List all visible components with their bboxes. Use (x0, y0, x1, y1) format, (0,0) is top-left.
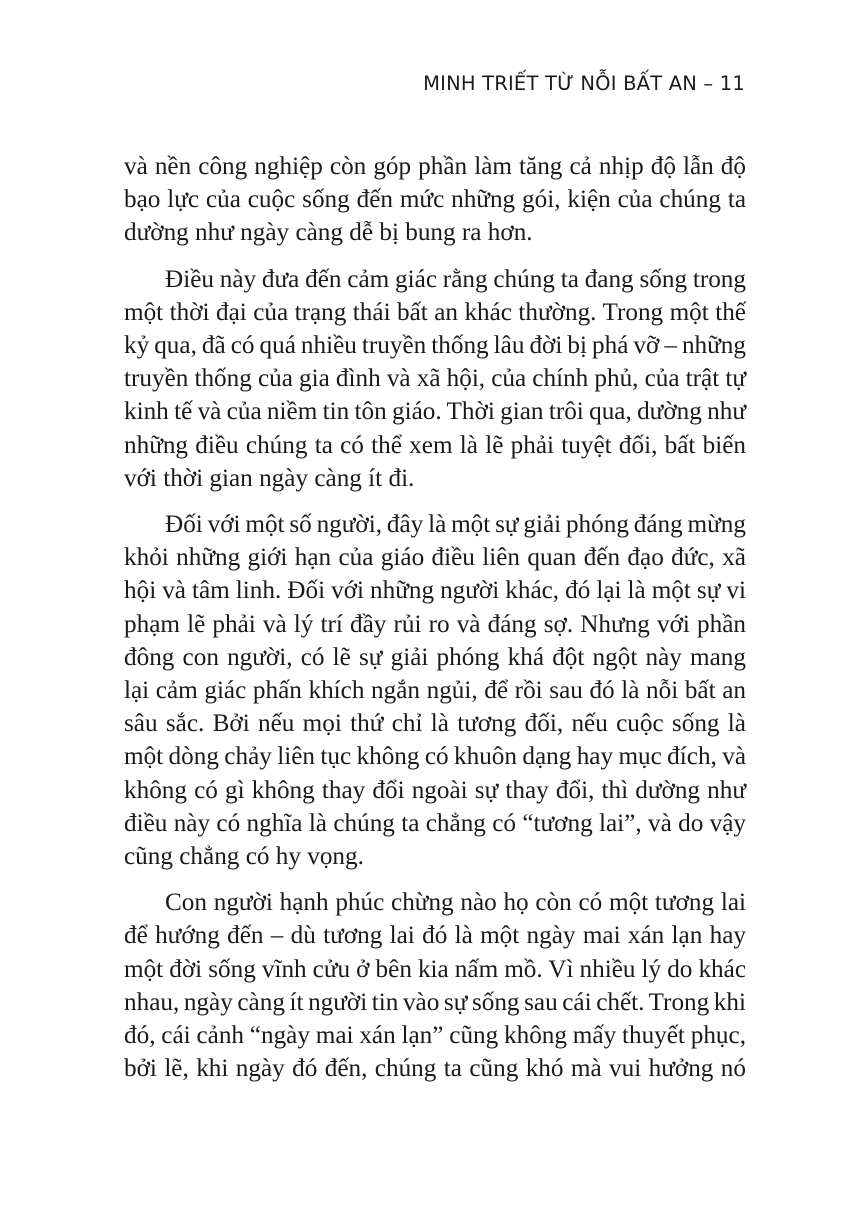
text-line: những điều chúng ta có thể xem là lẽ phải tuyệt đối, bất biến (124, 431, 746, 459)
text-line: Con người hạnh phúc chừng nào họ còn có một tương lai (165, 889, 746, 917)
paragraph-2 (124, 263, 746, 495)
text-line: hội và tâm linh. Đối với những người khác, đó lại là một sự vi (124, 577, 746, 605)
text-line: bạo lực của cuộc sống đến mức những gói, kiện của chúng ta (124, 186, 746, 214)
text-line: một thời đại của trạng thái bất an khác thường. Trong một thế (124, 298, 746, 326)
text-line: Điều này đưa đến cảm giác rằng chúng ta đang sống trong (165, 265, 746, 293)
text-line: một dòng chảy liên tục không có khuôn dạng hay mục đích, và (124, 743, 746, 771)
text-line: đông con người, có lẽ sự giải phóng khá đột ngột này mang (124, 643, 746, 671)
text-line: và nền công nghiệp còn góp phần làm tăng cả nhịp độ lẫn độ (124, 153, 746, 180)
text-line: kinh tế và của niềm tin tôn giáo. Thời gian trôi qua, dường như (124, 398, 746, 426)
page-body (124, 150, 746, 1098)
text-line: sâu sắc. Bởi nếu mọi thứ chỉ là tương đối, nếu cuộc sống là (124, 710, 746, 738)
text-line: kỷ qua, đã có quá nhiều truyền thống lâu đời bị phá vỡ – những (124, 332, 746, 360)
text-line: đó, cái cảnh “ngày mai xán lạn” cũng không mấy thuyết phục, (124, 1022, 746, 1050)
text-line: để hướng đến – dù tương lai đó là một ngày mai xán lạn hay (124, 922, 746, 950)
text-line: một đời sống vĩnh cửu ở bên kia nấm mồ. Vì nhiều lý do khác (124, 955, 746, 983)
text-line: truyền thống của gia đình và xã hội, của chính phủ, của trật tự (124, 365, 746, 393)
paragraph-4 (124, 886, 746, 1085)
running-header: MINH TRIẾT TỪ NỖI BẤT AN – 11 (423, 72, 745, 95)
text-line: bởi lẽ, khi ngày đó đến, chúng ta cũng khó mà vui hưởng nó (124, 1055, 746, 1083)
text-line: phạm lẽ phải và lý trí đầy rủi ro và đáng sợ. Nhưng với phần (124, 610, 746, 638)
paragraph-3 (124, 508, 746, 873)
text-line: lại cảm giác phấn khích ngắn ngủi, để rồi sau đó là nỗi bất an (124, 677, 746, 705)
text-line: khỏi những giới hạn của giáo điều liên quan đến đạo đức, xã (124, 544, 746, 572)
text-line: điều này có nghĩa là chúng ta chẳng có “tương lai”, và do vậy (124, 809, 746, 837)
text-line: không có gì không thay đổi ngoài sự thay đổi, thì dường như (124, 776, 746, 804)
text-line: cũng chẳng có hy vọng. (124, 843, 364, 871)
text-line: dường như ngày càng dễ bị bung ra hơn. (124, 219, 533, 247)
text-line: nhau, ngày càng ít người tin vào sự sống sau cái chết. Trong khi (124, 988, 746, 1016)
text-line: với thời gian ngày càng ít đi. (124, 464, 415, 492)
text-line: Đối với một số người, đây là một sự giải phóng đáng mừng (165, 511, 746, 539)
paragraph-1 (124, 150, 746, 250)
